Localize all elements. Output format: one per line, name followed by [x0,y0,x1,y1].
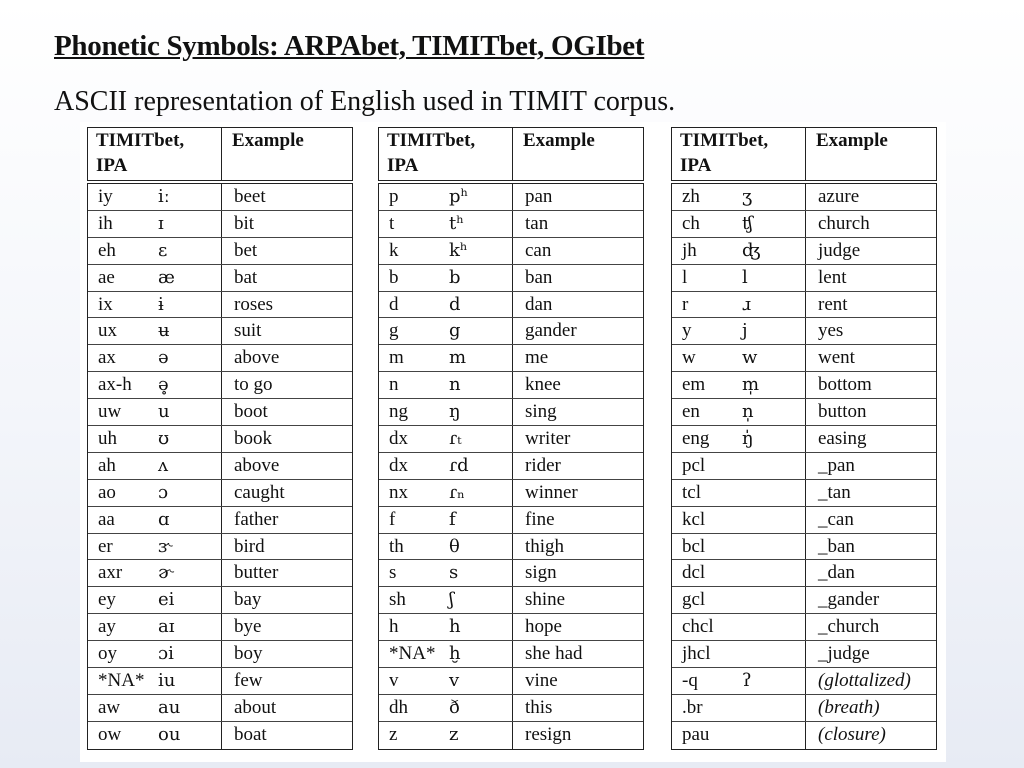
table-row [379,668,643,695]
ipa-symbol: n [443,372,513,398]
table-row [379,426,643,453]
ipa-symbol: d [443,292,513,318]
timitbet-symbol: n [389,374,399,396]
example-word: pan [525,186,553,207]
ipa-symbol: b [443,265,513,291]
ipa-symbol [736,534,806,560]
timitbet-symbol: em [682,374,706,396]
example-word: can [525,239,552,261]
timitbet-symbol: pau [682,723,710,745]
timitbet-symbol: b [389,266,399,288]
example-word: butter [234,562,279,584]
timitbet-symbol: ax [98,347,116,369]
timitbet-symbol: *NA* [98,670,145,692]
table-row [88,560,352,587]
table-row [672,238,936,265]
example-word: lent [818,266,847,288]
table-row [88,507,352,534]
table-row [672,507,936,534]
timitbet-symbol: dcl [682,562,706,584]
table-row [379,211,643,238]
table-row [88,211,352,238]
table-row [379,587,643,614]
example-word: azure [818,186,860,207]
ipa-symbol [736,453,806,479]
ipa-symbol: ɔi [152,641,222,667]
example-word: fine [525,508,555,530]
example-word: sing [525,401,557,423]
example-word: bye [234,616,262,638]
example-word: judge [818,239,861,261]
ipa-symbol: ə [152,345,222,371]
header-example: Example [523,130,595,151]
ipa-symbol [736,507,806,533]
timitbet-symbol: .br [682,696,703,718]
table-row [672,318,936,345]
timitbet-symbol: iy [98,186,113,207]
phoneme-table-vowels [87,127,353,750]
ipa-symbol: æ [152,265,222,291]
header-timitbet-ipa: TIMITbet, IPA [379,128,513,180]
example-word: went [818,347,855,369]
table-row [379,292,643,319]
table-body [378,183,644,750]
ipa-symbol: ʌ [152,453,222,479]
example-word: suit [234,320,262,342]
timitbet-symbol: en [682,401,700,423]
table-row [379,184,643,211]
timitbet-symbol: r [682,293,689,315]
example-word: boat [234,723,267,745]
example-word: bit [234,212,255,234]
ipa-symbol: m [443,345,513,371]
table-row [379,480,643,507]
example-word: rent [818,293,848,315]
example-word: _church [818,616,880,638]
ipa-symbol: pʰ [443,184,513,210]
table-row [88,453,352,480]
example-word: _dan [818,562,855,584]
table-header [87,127,353,181]
slide-title: Phonetic Symbols: ARPAbet, TIMITbet, OGIbet [54,30,645,62]
table-row [379,318,643,345]
ipa-symbol: g [443,318,513,344]
timitbet-symbol: bcl [682,535,706,557]
example-word: above [234,347,280,369]
example-word: bay [234,589,262,611]
timitbet-symbol: er [98,535,113,557]
table-row [672,211,936,238]
timitbet-symbol: tcl [682,481,701,503]
table-header [378,127,644,181]
timitbet-symbol: ay [98,616,116,638]
ipa-symbol: ɪ [152,211,222,237]
example-word: book [234,428,272,450]
ipa-symbol: j [736,318,806,344]
timitbet-symbol: v [389,670,399,692]
ipa-symbol: ɑ [152,507,222,533]
timitbet-symbol: dh [389,696,408,718]
table-row [379,507,643,534]
timitbet-symbol: pcl [682,454,706,476]
timitbet-symbol: ix [98,293,113,315]
ipa-symbol [736,480,806,506]
ipa-symbol [736,560,806,586]
ipa-symbol: ʧ [736,211,806,237]
timitbet-symbol: aw [98,696,121,718]
example-word: roses [234,293,274,315]
table-row [88,668,352,695]
example-word: _ban [818,535,855,557]
timitbet-symbol: t [389,212,395,234]
ipa-symbol [736,722,806,749]
table-row [88,695,352,722]
example-word: _tan [818,481,851,503]
ipa-symbol: ŋ̍ [736,426,806,452]
example-word: writer [525,428,571,450]
ipa-symbol: ḫ [443,641,513,667]
example-word: rider [525,454,561,476]
timitbet-symbol: axr [98,562,123,584]
ipa-symbol: iː [152,184,222,210]
table-row [88,534,352,561]
timitbet-symbol: ng [389,401,408,423]
table-row [672,668,936,695]
ipa-symbol: ɾd [443,453,513,479]
header-example: Example [816,130,888,151]
table-row [88,399,352,426]
slide-subtitle: ASCII representation of English used in TIMIT corpus. [54,86,676,117]
header-example: Example [232,130,304,151]
example-word: bird [234,535,265,557]
ipa-symbol: ei [152,587,222,613]
table-row [88,587,352,614]
table-row [379,722,643,749]
ipa-symbol: ɝ [152,534,222,560]
ipa-symbol: w [736,345,806,371]
ipa-symbol: f [443,507,513,533]
table-row [379,238,643,265]
ipa-symbol: ɔ [152,480,222,506]
timitbet-symbol: kcl [682,508,706,530]
table-row [379,345,643,372]
example-word: easing [818,428,867,450]
ipa-symbol: ʊ [152,426,222,452]
example-word: vine [525,670,558,692]
example-word: father [234,508,279,530]
timitbet-symbol: ow [98,723,122,745]
table-row [88,265,352,292]
timitbet-symbol: ah [98,454,116,476]
example-word: button [818,401,867,423]
example-word: _can [818,508,854,530]
table-row [88,292,352,319]
timitbet-symbol: ux [98,320,117,342]
table-row [88,614,352,641]
ipa-symbol: ʔ [736,668,806,694]
table-row [672,695,936,722]
timitbet-symbol: eh [98,239,116,261]
table-row [88,480,352,507]
ipa-symbol: kʰ [443,238,513,264]
timitbet-symbol: aa [98,508,115,530]
timitbet-symbol: k [389,239,399,261]
table-row [672,534,936,561]
timitbet-symbol: dx [389,428,408,450]
example-word: tan [525,212,549,234]
example-word: beet [234,186,266,207]
example-word: this [525,696,553,718]
timitbet-symbol: m [389,347,404,369]
ipa-symbol: ɚ [152,560,222,586]
ipa-symbol: m̩ [736,372,806,398]
table-row [672,265,936,292]
ipa-symbol: ɛ [152,238,222,264]
table-row [672,641,936,668]
example-word: _pan [818,454,855,476]
ipa-symbol: tʰ [443,211,513,237]
timitbet-symbol: zh [682,186,700,207]
example-word: (breath) [818,696,880,718]
timitbet-symbol: h [389,616,399,638]
timitbet-symbol: ax-h [98,374,132,396]
timitbet-symbol: jh [682,239,697,261]
example-word: she had [525,643,583,665]
timitbet-symbol: ch [682,212,700,234]
timitbet-symbol: th [389,535,404,557]
timitbet-symbol: -q [682,670,698,692]
table-row [88,426,352,453]
example-word: winner [525,481,578,503]
ipa-symbol: z [443,722,513,749]
example-word: ban [525,266,553,288]
table-row [672,480,936,507]
timitbet-symbol: s [389,562,397,584]
table-row [672,560,936,587]
table-row [672,587,936,614]
table-row [672,345,936,372]
timitbet-symbol: ey [98,589,116,611]
ipa-symbol: ɾₜ [443,426,513,452]
table-row [672,399,936,426]
table-row [379,560,643,587]
ipa-symbol: iu [152,668,222,694]
table-row [672,453,936,480]
phoneme-table-consonants [378,127,644,750]
table-row [88,318,352,345]
example-word: hope [525,616,562,638]
ipa-symbol: n̩ [736,399,806,425]
timitbet-symbol: ih [98,212,113,234]
example-word: bet [234,239,258,261]
table-row [379,695,643,722]
table-row [88,238,352,265]
table-body [87,183,353,750]
table-row [88,641,352,668]
ipa-symbol: ou [152,722,222,749]
table-row [379,265,643,292]
example-word: _gander [818,589,880,611]
ipa-symbol [736,641,806,667]
example-word: to go [234,374,273,396]
ipa-symbol: ʉ [152,318,222,344]
table-header [671,127,937,181]
table-row [88,372,352,399]
example-word: boot [234,401,268,423]
ipa-symbol: ð [443,695,513,721]
timitbet-symbol: y [682,320,692,342]
example-word: (glottalized) [818,670,911,692]
example-word: church [818,212,870,234]
timitbet-symbol: nx [389,481,408,503]
table-row [88,722,352,749]
ipa-symbol [736,587,806,613]
example-word: about [234,696,277,718]
ipa-symbol: ŋ [443,399,513,425]
example-word: bottom [818,374,872,396]
ipa-symbol: ʤ [736,238,806,264]
timitbet-symbol: eng [682,428,710,450]
table-row [88,345,352,372]
timitbet-symbol: jhcl [682,643,711,665]
example-word: bat [234,266,258,288]
header-timitbet-ipa: TIMITbet, IPA [88,128,222,180]
example-word: above [234,454,280,476]
timitbet-symbol: p [389,186,399,207]
example-word: boy [234,643,263,665]
timitbet-symbol: ao [98,481,116,503]
ipa-symbol: u [152,399,222,425]
example-word: me [525,347,549,369]
timitbet-symbol: uw [98,401,122,423]
ipa-symbol: ʒ [736,184,806,210]
ipa-symbol: h [443,614,513,640]
table-row [379,614,643,641]
example-word: caught [234,481,285,503]
example-word: shine [525,589,566,611]
ipa-symbol [736,614,806,640]
ipa-symbol: v [443,668,513,694]
header-timitbet-ipa: TIMITbet, IPA [672,128,806,180]
timitbet-symbol: *NA* [389,643,436,665]
example-word: knee [525,374,561,396]
ipa-symbol: ɨ [152,292,222,318]
ipa-symbol: ɾₙ [443,480,513,506]
ipa-symbol [736,695,806,721]
example-word: dan [525,293,553,315]
example-word: few [234,670,263,692]
table-row [379,534,643,561]
ipa-symbol: θ [443,534,513,560]
example-word: resign [525,723,572,745]
timitbet-symbol: ae [98,266,115,288]
timitbet-symbol: l [682,266,688,288]
timitbet-symbol: z [389,723,398,745]
table-row [672,614,936,641]
phoneme-table-misc [671,127,937,750]
example-word: thigh [525,535,565,557]
table-row [672,184,936,211]
ipa-symbol: s [443,560,513,586]
table-row [379,453,643,480]
table-row [88,184,352,211]
ipa-symbol: ə̥ [152,372,222,398]
timitbet-symbol: w [682,347,696,369]
timitbet-symbol: d [389,293,399,315]
ipa-symbol: ʃ [443,587,513,613]
table-row [672,722,936,749]
table-row [672,426,936,453]
example-word: gander [525,320,577,342]
example-word: (closure) [818,723,886,745]
table-row [379,399,643,426]
timitbet-symbol: gcl [682,589,706,611]
example-word: _judge [818,643,870,665]
example-word: yes [818,320,844,342]
timitbet-symbol: uh [98,428,117,450]
ipa-symbol: au [152,695,222,721]
timitbet-symbol: g [389,320,399,342]
timitbet-symbol: oy [98,643,117,665]
ipa-symbol: aɪ [152,614,222,640]
timitbet-symbol: dx [389,454,408,476]
timitbet-symbol: f [389,508,396,530]
table-body [671,183,937,750]
timitbet-symbol: sh [389,589,406,611]
table-row [379,641,643,668]
ipa-symbol: l [736,265,806,291]
example-word: sign [525,562,557,584]
table-row [672,292,936,319]
timitbet-symbol: chcl [682,616,714,638]
table-row [672,372,936,399]
ipa-symbol: ɹ [736,292,806,318]
table-row [379,372,643,399]
